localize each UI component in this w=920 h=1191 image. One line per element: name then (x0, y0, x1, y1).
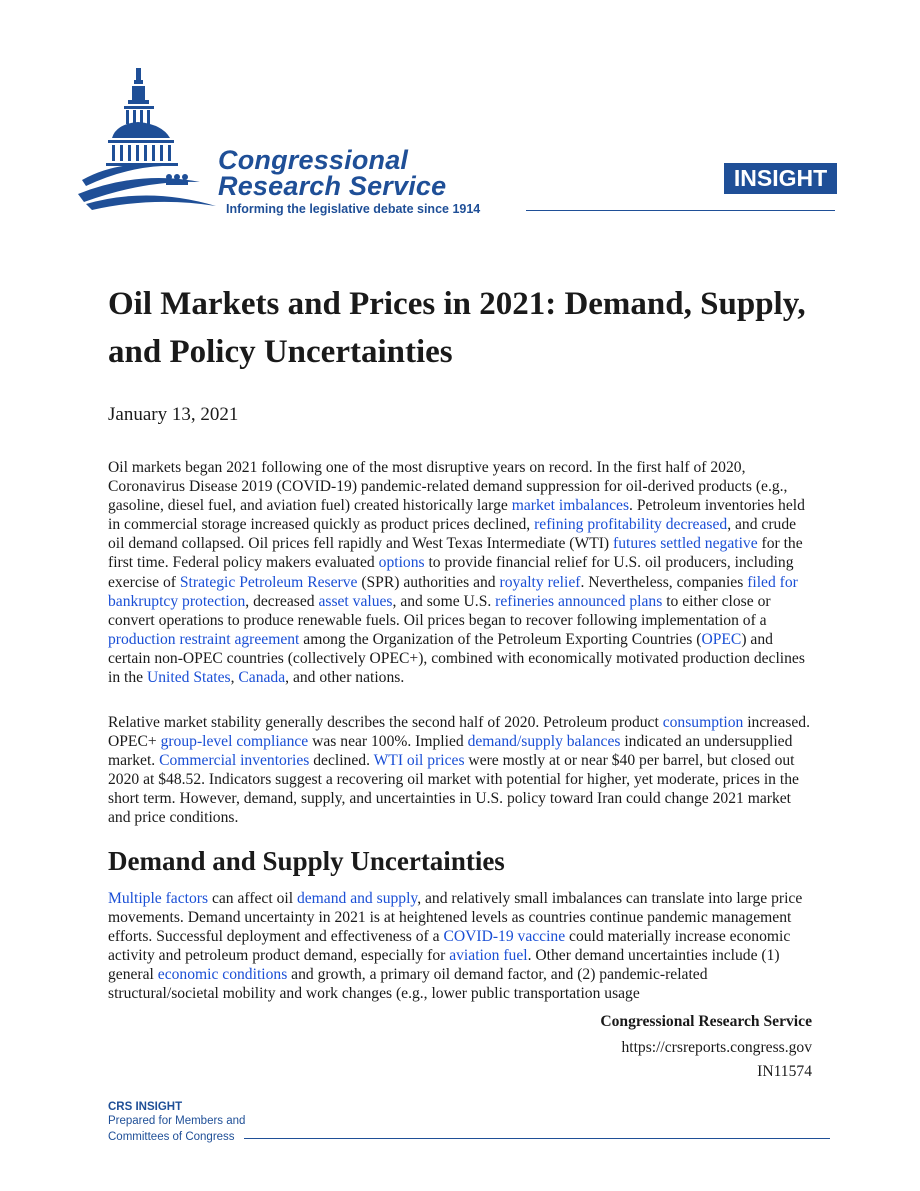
org-name-line1: Congressional (218, 145, 409, 175)
inline-link[interactable]: Strategic Petroleum Reserve (179, 573, 358, 591)
insight-badge: INSIGHT (724, 163, 837, 194)
footer-divider (244, 1138, 830, 1139)
tagline-divider (526, 210, 835, 211)
footer-crs-insight: CRS INSIGHT (108, 1101, 183, 1113)
inline-link[interactable]: group-level compliance (160, 733, 309, 751)
footer-prepared-line2: Committees of Congress (108, 1131, 235, 1143)
footer-url: https://crsreports.congress.gov (621, 1039, 812, 1056)
inline-link[interactable]: United States (146, 669, 231, 687)
inline-link[interactable]: Multiple factors (108, 890, 209, 907)
inline-link[interactable]: consumption (662, 714, 744, 731)
org-name-line2: Research Service (218, 171, 447, 201)
inline-link[interactable]: refineries announced plans (495, 592, 663, 610)
footer-prepared-line1: Prepared for Members and (108, 1115, 246, 1127)
inline-link[interactable]: aviation fuel (449, 947, 528, 965)
footer-report-id: IN11574 (757, 1063, 812, 1080)
inline-link[interactable]: refining profitability decreased (534, 516, 728, 534)
inline-link[interactable]: royalty relief (499, 573, 581, 591)
inline-link[interactable]: Canada (238, 669, 286, 687)
inline-link[interactable]: demand/supply balances (467, 733, 621, 751)
capitol-dome-icon (78, 64, 218, 214)
section-heading: Demand and Supply Uncertainties (108, 846, 505, 876)
inline-link[interactable]: options (378, 554, 425, 572)
document-date: January 13, 2021 (108, 404, 239, 425)
inline-link[interactable]: Commercial inventories (159, 752, 310, 770)
inline-link[interactable]: WTI oil prices (373, 752, 465, 770)
document-title: Oil Markets and Prices in 2021: Demand, Supply, and Policy Uncertainties (108, 286, 806, 370)
inline-link[interactable]: demand and supply (296, 890, 418, 907)
inline-link[interactable]: filed for bankruptcy protection (108, 573, 798, 610)
org-tagline: Informing the legislative debate since 1914 (226, 202, 481, 216)
inline-link[interactable]: market imbalances (511, 497, 630, 515)
body-paragraph-1: Oil markets began 2021 following one of the most disruptive years on record. In the first half of 2020, Coronavirus Disease 2019 (COVID-19) pandemic-related demand suppression for oil-derived products (e.g., gasoline, diesel fuel, and aviation fuel) created historically large market imbalances. Petroleum inventories held in commercial storage increased quickly as product prices declined, refining profitability decreased, and crude oil demand collapsed. Oil prices fell rapidly and West Texas Intermediate (WTI) futures settled negative for the first time. Federal policy makers evaluated options to provide financial relief for U.S. oil producers, including exercise of Strategic Petroleum Reserve (SPR) authorities and royalty relief. Nevertheless, companies filed for bankruptcy protection, decreased asset values, and some U.S. refineries announced plans to either close or convert operations to produce renewable fuels. Oil prices began to recover following implementation of a production restraint agreement among the Organization of the Petroleum Exporting Countries (OPEC) and certain non-OPEC countries (collectively OPEC+), combined with economically motivated production declines in the United States, Canada, and other nations. (108, 459, 805, 687)
inline-link[interactable]: futures settled negative (613, 535, 758, 553)
inline-link[interactable]: asset values (318, 592, 393, 610)
inline-link[interactable]: production restraint agreement (108, 630, 300, 648)
body-paragraph-3: Multiple factors can affect oil demand and supply, and relatively small imbalances can translate into large price movements. Demand uncertainty in 2021 is at heightened levels as countries continue pandemic management efforts. Successful deployment and effectiveness of a COVID-19 vaccine could materially increase economic activity and petroleum product demand, especially for aviation fuel. Other demand uncertainties include (1) general economic conditions and growth, a primary oil demand factor, and (2) pandemic-related structural/societal mobility and work changes (e.g., lower public transportation usage (108, 890, 803, 1003)
footer-org-name: Congressional Research Service (600, 1013, 812, 1030)
inline-link[interactable]: OPEC (701, 630, 742, 648)
inline-link[interactable]: COVID-19 vaccine (443, 928, 566, 946)
inline-link[interactable]: economic conditions (157, 966, 288, 984)
body-paragraph-2: Relative market stability generally describes the second half of 2020. Petroleum product consumption increased. OPEC+ group-level compliance was near 100%. Implied demand/supply balances indicated an undersupplied market. Commercial inventories declined. WTI oil prices were mostly at or near $40 per barrel, but closed out 2020 at $48.52. Indicators suggest a recovering oil market with potential for higher, yet moderate, prices in the short term. However, demand, supply, and uncertainties in U.S. policy toward Iran could change 2021 market and price conditions. (108, 714, 810, 827)
